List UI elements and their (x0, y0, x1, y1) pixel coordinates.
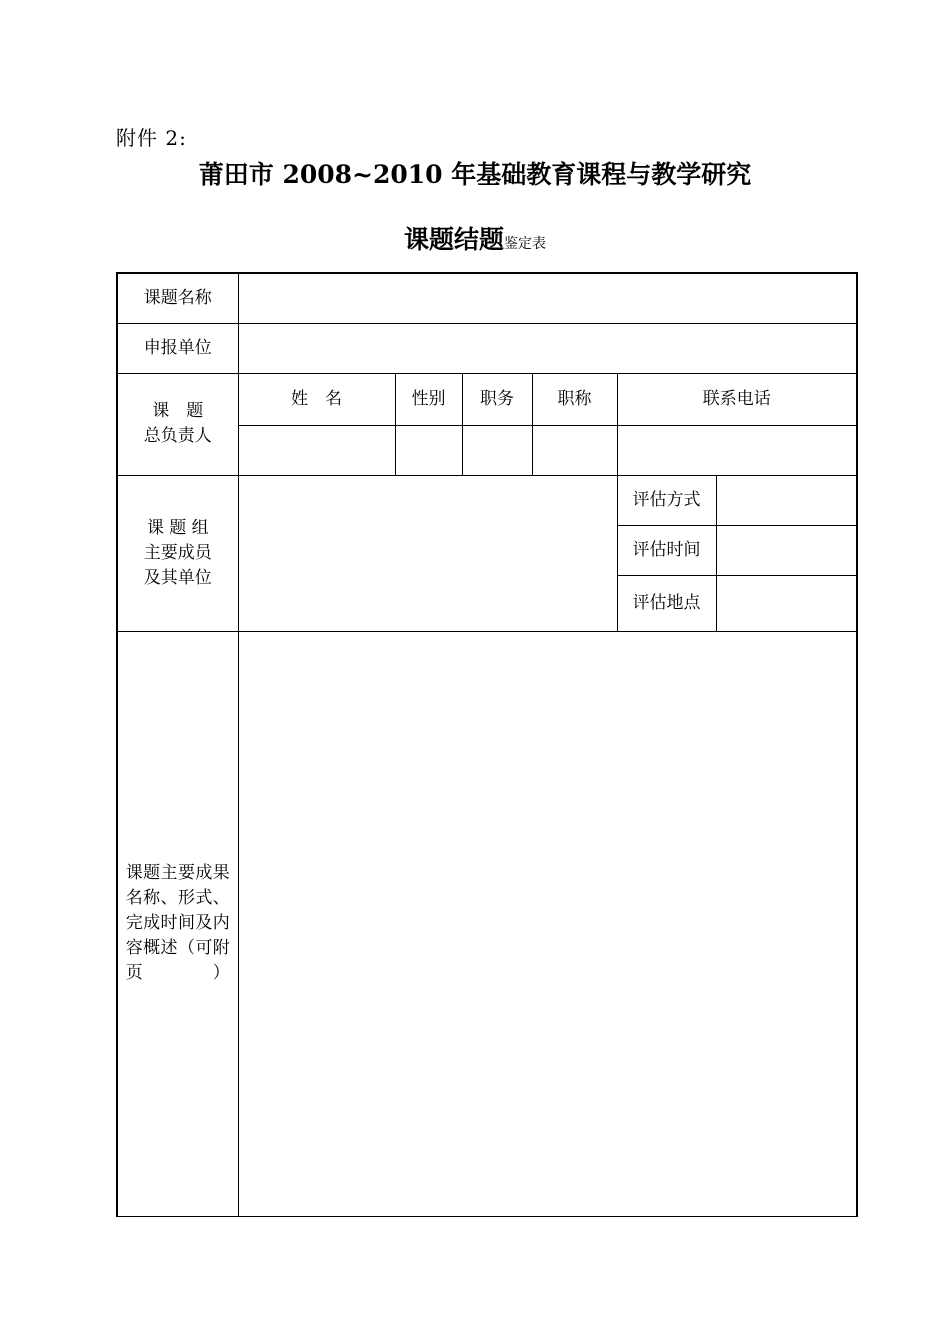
leader-position-field[interactable] (462, 425, 532, 475)
leader-title-field[interactable] (532, 425, 617, 475)
project-name-field[interactable] (238, 273, 857, 323)
results-field[interactable] (238, 631, 857, 1216)
evaluation-time-label: 评估时间 (617, 525, 716, 575)
project-leader-label (117, 373, 238, 475)
members-label-line3: 及其单位 (143, 567, 212, 588)
leader-name-field[interactable] (238, 425, 395, 475)
leader-name-header: 姓 名 (238, 373, 395, 425)
results-label-text: 课题主要成果名称、形式、完成时间及内容概述（可附页） (125, 863, 230, 983)
evaluation-method-label: 评估方式 (617, 475, 716, 525)
evaluation-place-field[interactable] (716, 575, 857, 631)
members-label-line1: 课 题 组 (146, 517, 209, 538)
applicant-unit-label: 申报单位 (117, 323, 238, 373)
leader-gender-header: 性别 (395, 373, 462, 425)
leader-phone-field[interactable] (617, 425, 857, 475)
evaluation-form-table (116, 272, 858, 1217)
attachment-label: 附件 2: (116, 126, 187, 150)
evaluation-place-label: 评估地点 (617, 575, 716, 631)
subtitle-main: 课题结题 (403, 225, 504, 254)
evaluation-method-field[interactable] (716, 475, 857, 525)
project-leader-label-line2: 总负责人 (143, 426, 212, 446)
project-leader-label-line1: 课 题 (152, 401, 204, 421)
results-label (117, 631, 238, 1216)
document-title: 莆田市 2008~2010 年基础教育课程与教学研究 (198, 160, 752, 189)
subtitle-small: 鉴定表 (504, 236, 546, 252)
leader-gender-field[interactable] (395, 425, 462, 475)
members-field[interactable] (238, 475, 617, 631)
applicant-unit-field[interactable] (238, 323, 857, 373)
document-subtitle (0, 220, 950, 256)
evaluation-time-field[interactable] (716, 525, 857, 575)
leader-title-header: 职称 (532, 373, 617, 425)
members-label-line2: 主要成员 (143, 542, 212, 563)
leader-position-header: 职务 (462, 373, 532, 425)
leader-phone-header: 联系电话 (617, 373, 857, 425)
project-name-label: 课题名称 (117, 273, 238, 323)
members-label (117, 475, 238, 631)
